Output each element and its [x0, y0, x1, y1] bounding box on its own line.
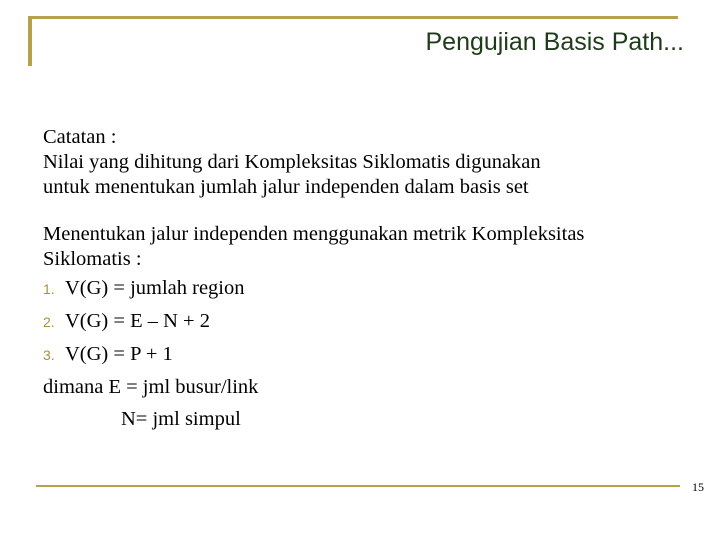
- formula-item: [43, 338, 693, 371]
- formula-item: [43, 272, 693, 305]
- formula-text: V(G) = jumlah region: [65, 277, 245, 299]
- formula-text: V(G) = P + 1: [65, 343, 173, 365]
- note-label: Catatan :: [43, 126, 117, 148]
- note-text-line-1: Nilai yang dihitung dari Kompleksitas Siklomatis digunakan: [43, 151, 541, 173]
- intro-line-2: Siklomatis :: [43, 248, 142, 270]
- where-line-2: N= jml simpul: [121, 408, 241, 430]
- where-line-1: dimana E = jml busur/link: [43, 376, 259, 398]
- formula-number: 3.: [43, 347, 55, 363]
- note-block: [43, 125, 693, 200]
- footer-divider: [36, 485, 680, 487]
- slide-title: Pengujian Basis Path...: [425, 28, 684, 56]
- slide-content: [43, 125, 693, 435]
- formula-number: 2.: [43, 314, 55, 330]
- page-number: 15: [692, 480, 704, 494]
- frame-top-border: [28, 16, 678, 19]
- formula-item: [43, 305, 693, 338]
- formula-number: 1.: [43, 281, 55, 297]
- spacer: [43, 200, 693, 222]
- frame-left-border: [28, 16, 32, 66]
- intro-line-1: Menentukan jalur independen menggunakan metrik Kompleksitas: [43, 223, 585, 245]
- note-text-line-2: untuk menentukan jumlah jalur independen dalam basis set: [43, 176, 529, 198]
- intro-block: [43, 222, 693, 272]
- formula-text: V(G) = E – N + 2: [65, 310, 210, 332]
- formula-list: [43, 272, 693, 435]
